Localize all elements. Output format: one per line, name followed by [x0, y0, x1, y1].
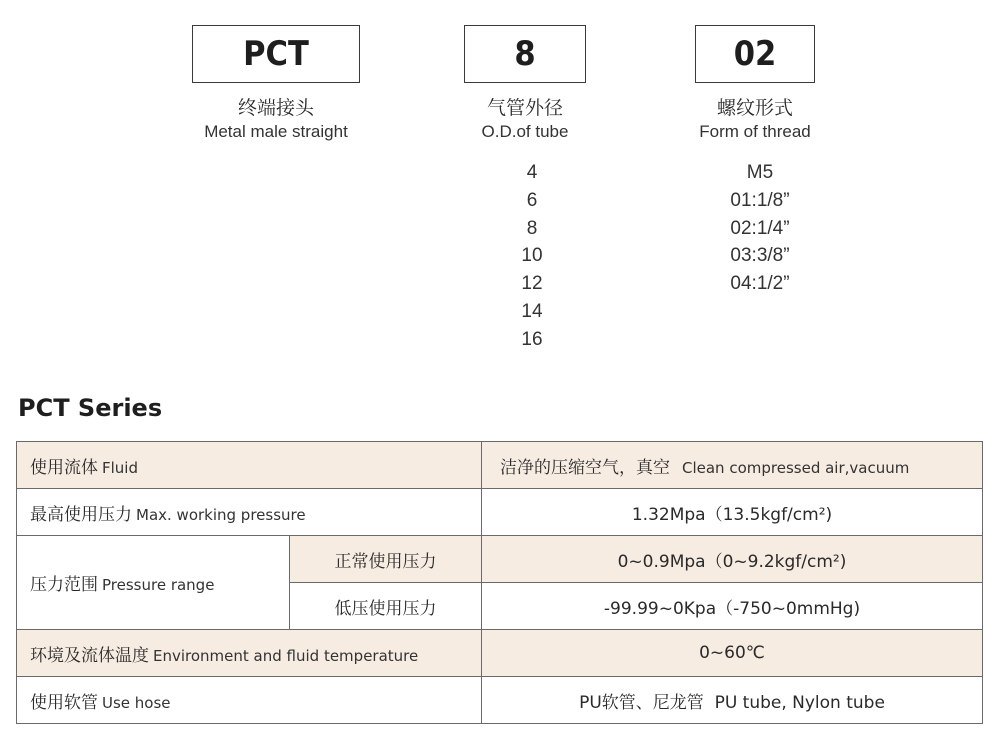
code-type-en-label: Metal male straight [204, 122, 348, 141]
list-item: 03:3/8” [730, 245, 790, 267]
max-pressure-label-en: Max. working pressure [136, 505, 306, 524]
code-tube-cn-label: 气管外径 [486, 97, 563, 119]
list-item: 04:1/2” [730, 273, 790, 295]
max-pressure-label-cn: 最高使用压力 [30, 504, 132, 525]
low-pressure-value: -99.99~0Kpa（-750~0mmHg) [482, 583, 983, 630]
temperature-label-cn: 环境及流体温度 [30, 645, 149, 666]
pressure-range-label [17, 536, 290, 630]
pressure-range-label-en: Pressure range [102, 576, 215, 594]
table-row-hose [17, 677, 983, 724]
spec-table [16, 441, 983, 724]
list-item: 12 [521, 273, 543, 295]
tube-size-list [482, 159, 582, 354]
normal-pressure-value: 0~0.9Mpa（0~9.2kgf/cm²) [482, 536, 983, 583]
temperature-label [17, 630, 482, 677]
fluid-label-en: Fluid [102, 458, 138, 477]
list-item: 6 [526, 189, 538, 211]
low-pressure-label: 低压使用压力 [290, 583, 482, 630]
code-column-type [190, 25, 362, 142]
list-item: 8 [526, 217, 538, 239]
code-box-tube: 8 [464, 25, 586, 83]
series-title: PCT Series [18, 394, 163, 422]
code-column-tube [462, 25, 588, 142]
table-row-max-pressure [17, 489, 983, 536]
table-row-temperature [17, 630, 983, 677]
fluid-label [17, 442, 482, 489]
code-tube-en-label: O.D.of tube [481, 122, 569, 141]
table-row-fluid [17, 442, 983, 489]
temperature-label-en: Environment and fluid temperature [153, 646, 419, 665]
code-type-cn-label: 终端接头 [237, 97, 314, 119]
hose-label-cn: 使用软管 [30, 692, 98, 713]
list-item: 4 [526, 162, 538, 183]
list-item: 01:1/8” [730, 189, 790, 211]
list-item: M5 [746, 162, 774, 183]
code-column-thread [692, 25, 818, 142]
hose-label-en: Use hose [102, 693, 171, 712]
max-pressure-value: 1.32Mpa（13.5kgf/cm²) [482, 489, 983, 536]
code-thread-en-label: Form of thread [699, 122, 811, 141]
fluid-value-cn: 洁净的压缩空气，真空 [500, 457, 670, 478]
fluid-label-cn: 使用流体 [30, 457, 98, 478]
code-box-thread: 02 [695, 25, 815, 83]
list-item: 16 [521, 328, 543, 350]
list-item: 02:1/4” [730, 217, 790, 239]
pressure-range-label-cn: 压力范围 [30, 575, 98, 595]
max-pressure-label [17, 489, 482, 536]
code-box-type: PCT [192, 25, 360, 83]
thread-form-list [700, 159, 820, 298]
table-row-pressure-normal [17, 536, 983, 583]
list-item: 10 [521, 245, 543, 267]
code-thread-cn-label: 螺纹形式 [716, 97, 793, 119]
fluid-value-en: Clean compressed air,vacuum [682, 458, 910, 477]
fluid-value [482, 442, 983, 489]
list-item: 14 [521, 300, 543, 322]
hose-label [17, 677, 482, 724]
hose-value: PU软管、尼龙管 PU tube, Nylon tube [482, 677, 983, 724]
temperature-value: 0~60℃ [482, 630, 983, 677]
normal-pressure-label: 正常使用压力 [290, 536, 482, 583]
